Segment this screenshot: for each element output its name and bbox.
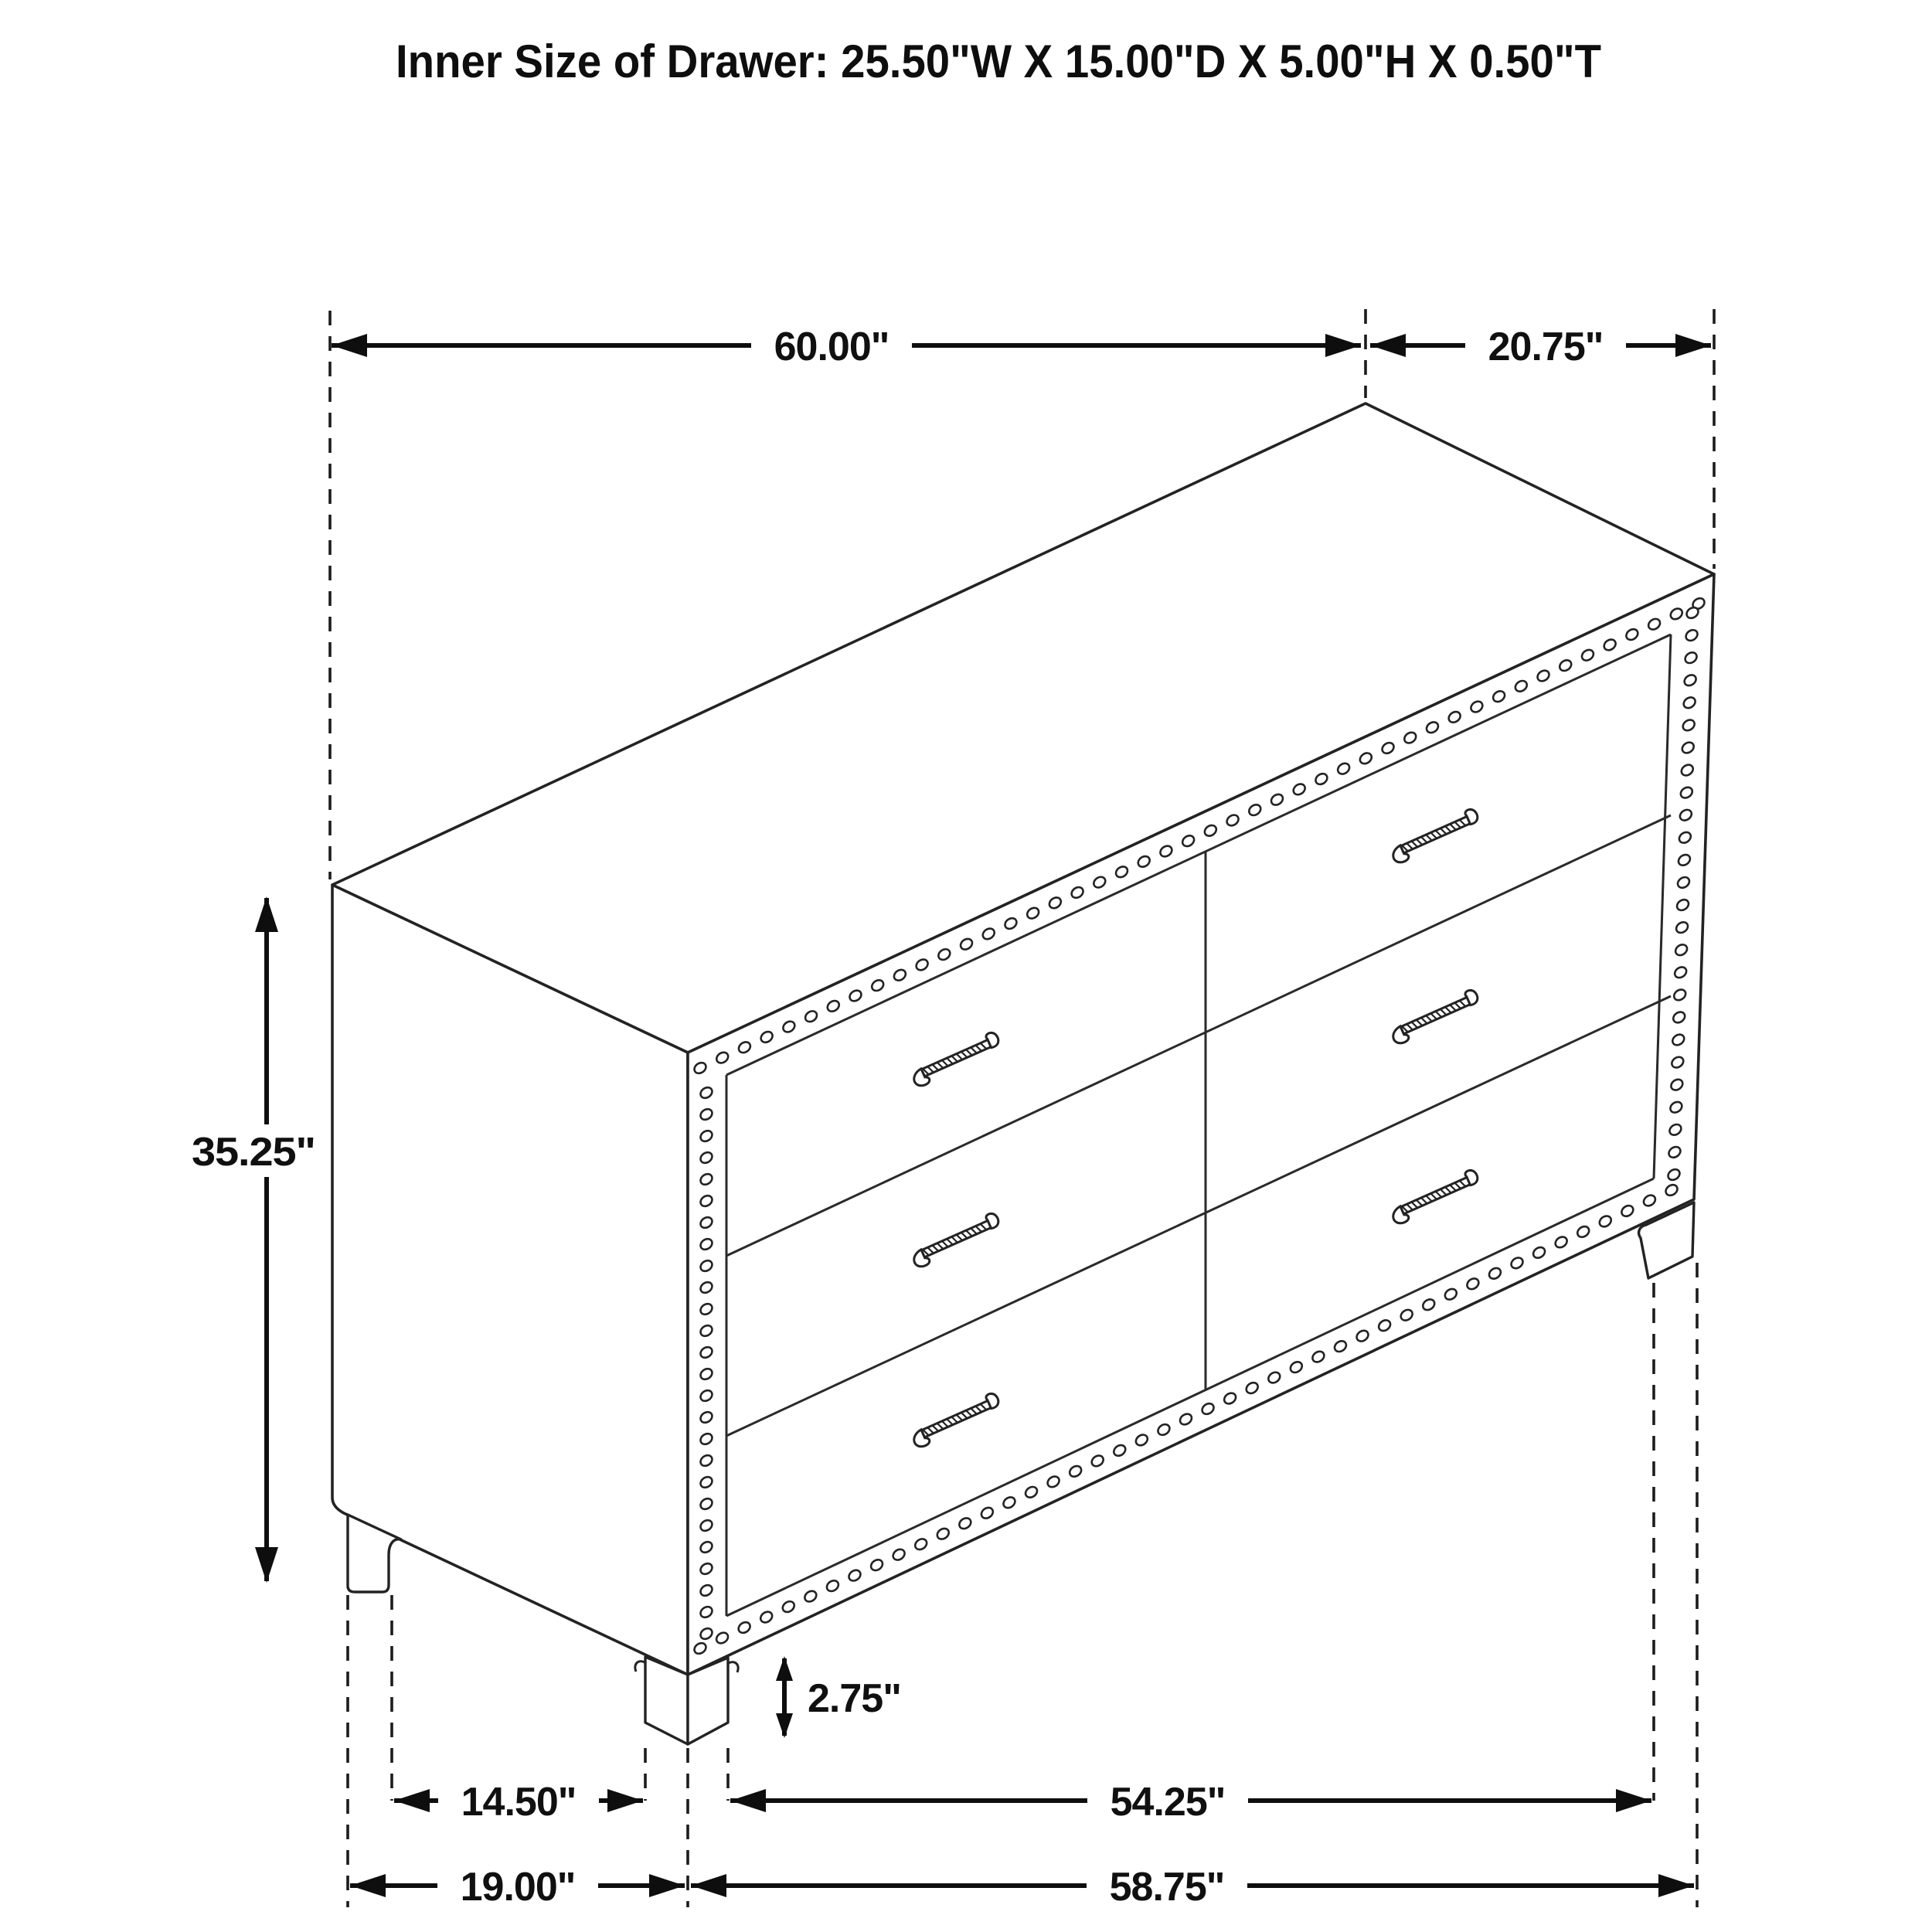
arrowhead-icon <box>350 1874 386 1897</box>
arrowhead-icon <box>1658 1874 1694 1897</box>
dim-label-front-overall: 58.75" <box>1109 1865 1225 1910</box>
dim-label-overall-height: 35.25" <box>192 1130 315 1175</box>
dim-label-top-depth: 20.75" <box>1488 325 1604 369</box>
dim-label-side-overall: 19.00" <box>460 1865 576 1910</box>
arrowhead-icon <box>607 1789 643 1812</box>
arrowhead-icon <box>776 1713 793 1738</box>
arrowhead-icon <box>649 1874 685 1897</box>
arrowhead-icon <box>332 334 367 357</box>
dim-label-leg-height: 2.75" <box>808 1676 901 1721</box>
arrowhead-icon <box>730 1789 766 1812</box>
arrowhead-icon <box>776 1656 793 1681</box>
arrowhead-icon <box>255 896 278 932</box>
dim-label-front-leg-spacing: 54.25" <box>1110 1780 1226 1825</box>
arrowhead-icon <box>255 1547 278 1583</box>
arrowhead-icon <box>1370 334 1406 357</box>
page-title: Inner Size of Drawer: 25.50"W X 15.00"D X 5.00"H X 0.50"T <box>396 36 1601 87</box>
dim-label-top-length: 60.00" <box>774 325 889 369</box>
dim-label-side-leg-spacing: 14.50" <box>461 1780 577 1825</box>
arrowhead-icon <box>691 1874 726 1897</box>
arrowhead-icon <box>1325 334 1361 357</box>
dresser-body <box>332 403 1714 1744</box>
arrowhead-icon <box>1616 1789 1651 1812</box>
arrowhead-icon <box>394 1789 430 1812</box>
arrowhead-icon <box>1675 334 1711 357</box>
